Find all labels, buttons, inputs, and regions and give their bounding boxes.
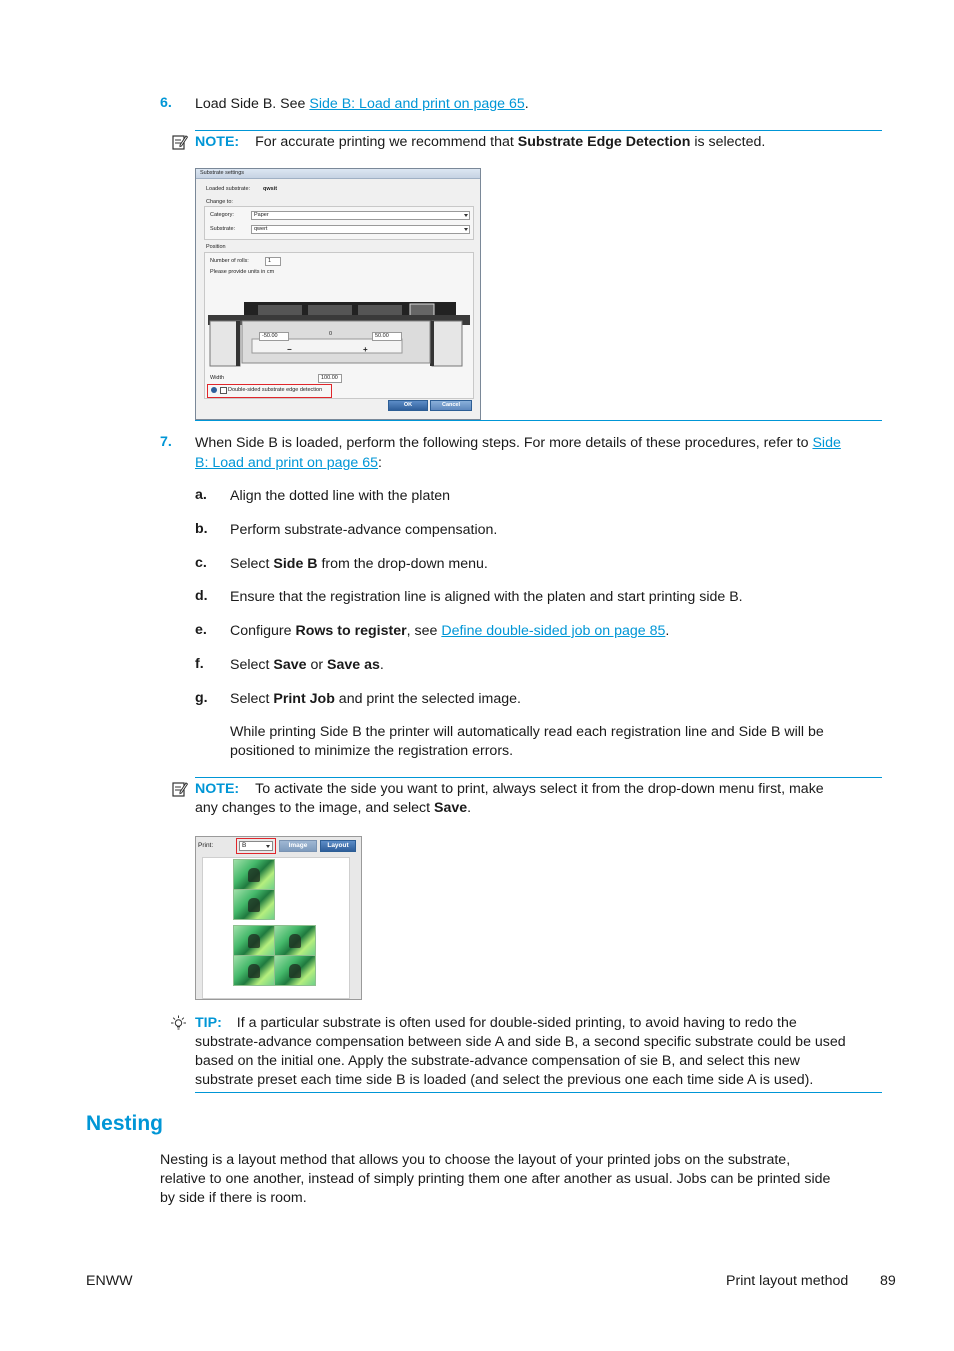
substep-g-post: and print the selected image.: [334, 691, 521, 707]
units-text: Please provide units in cm: [210, 269, 275, 275]
note-1-top-rule: [195, 130, 882, 131]
substep-b-text: Perform substrate-advance compensation.: [230, 522, 498, 538]
tip-line-2: substrate-advance compensation between side A and side B, a second specific substrate could be used: [195, 1034, 846, 1050]
note-1-label: NOTE:: [195, 134, 240, 150]
step-6-number: 6.: [160, 95, 172, 111]
substep-g-bold: Print Job: [273, 691, 335, 707]
substep-g-pre: Select: [230, 691, 274, 707]
change-to-label: Change to:: [206, 199, 233, 205]
width-input[interactable]: [318, 374, 342, 383]
note-2-label: NOTE:: [195, 781, 240, 797]
step-6-label: Load Side B. See: [195, 96, 310, 112]
substep-a-letter: a.: [195, 487, 207, 503]
chevron-down-icon: [464, 228, 468, 231]
note-1-pre: For accurate printing we recommend that: [255, 134, 518, 150]
tip-text-1: If a particular substrate is often used for double-sided printing, to avoid having to redo the: [236, 1015, 797, 1031]
plus-button[interactable]: +: [363, 345, 368, 354]
substep-d-text: Ensure that the registration line is aligned with the platen and start printing side B.: [230, 589, 743, 605]
info-icon: [211, 387, 217, 393]
step-6-punct: .: [524, 96, 529, 112]
substrate-label: Substrate:: [210, 226, 236, 232]
note-1-post: is selected.: [690, 134, 766, 150]
substep-f-bold-save: Save: [273, 657, 307, 673]
side-link-part-1[interactable]: Side: [812, 435, 841, 451]
width-value: 100.00: [321, 375, 338, 381]
side-link-part-2[interactable]: B: Load and print on page 65: [195, 455, 379, 471]
left-position-value: -50.00: [262, 333, 278, 339]
loaded-substrate-label: Loaded substrate:: [206, 186, 251, 192]
substep-c-letter: c.: [195, 555, 207, 571]
lightbulb-icon: [170, 1015, 187, 1032]
layout-button[interactable]: Layout: [320, 840, 356, 852]
substep-f-pre: Select: [230, 657, 274, 673]
job-thumbnail[interactable]: [233, 925, 275, 956]
job-thumbnail[interactable]: [233, 889, 275, 920]
substep-e-letter: e.: [195, 622, 207, 638]
substep-b-letter: b.: [195, 521, 208, 537]
substep-g-para-line-2: positioned to minimize the registration errors.: [230, 743, 514, 759]
substep-f-bold-save-as: Save as: [327, 657, 380, 673]
rolls-value: 1: [268, 258, 272, 264]
center-position-value: 0: [329, 331, 333, 337]
tip-line-4: substrate preset each time side B is loaded (and select the previous one each time side A is used).: [195, 1072, 814, 1088]
rolls-label: Number of rolls:: [210, 258, 249, 264]
step-7-text: When Side B is loaded, perform the following steps. For more details of these procedures, refer to: [195, 435, 813, 451]
side-select-value: B: [242, 842, 247, 849]
note-2-text-1: To activate the side you want to print, always select it from the drop-down menu first, make: [255, 781, 824, 797]
step-7-line-1: [195, 434, 841, 453]
substep-f-post: .: [379, 657, 384, 673]
ok-button[interactable]: OK: [388, 400, 428, 411]
note-1-text: [195, 133, 765, 152]
substrate-settings-dialog: [195, 168, 481, 420]
substep-f-letter: f.: [195, 656, 204, 672]
substrate-value: qwert: [254, 226, 268, 232]
edge-detection-checkbox[interactable]: [220, 387, 227, 394]
minus-button[interactable]: −: [287, 345, 292, 354]
tip-label: TIP:: [195, 1015, 222, 1031]
footer-section: Print layout method: [726, 1273, 849, 1289]
printer-illustration: [208, 299, 470, 369]
section-heading: Nesting: [86, 1112, 164, 1135]
substep-e-mid: , see: [406, 623, 442, 639]
tip-line-1: [195, 1014, 797, 1033]
note-2-post: .: [467, 800, 472, 816]
category-label: Category:: [210, 212, 234, 218]
tip-line-3: based on the initial one. Apply the substrate-advance compensation of sie B, and select this new: [195, 1053, 800, 1069]
step-7-number: 7.: [160, 434, 172, 450]
print-panel-screenshot: [195, 836, 362, 1000]
right-position-value: 50.00: [375, 333, 389, 339]
substep-e-text: [230, 622, 669, 641]
note-2-bold: Save: [433, 800, 468, 816]
category-value: Paper: [254, 212, 269, 218]
edge-detection-label: Double-sided substrate edge detection: [228, 387, 323, 393]
note-1-bold: Substrate Edge Detection: [517, 134, 691, 150]
substep-a-text: Align the dotted line with the platen: [230, 488, 451, 504]
category-select[interactable]: [251, 211, 470, 220]
define-double-sided-link[interactable]: Define double-sided job on page 85: [441, 623, 666, 639]
tip-bottom-rule: [195, 1092, 882, 1093]
cancel-button[interactable]: Cancel: [430, 400, 472, 411]
note-2-line-1: [195, 780, 824, 799]
width-label: Width: [210, 375, 225, 381]
note-2-pre: any changes to the image, and select: [195, 800, 434, 816]
substep-c-pre: Select: [230, 556, 274, 572]
substep-g-letter: g.: [195, 690, 208, 706]
page-number: 89: [880, 1273, 896, 1289]
side-b-load-link[interactable]: Side B: Load and print on page 65: [309, 96, 525, 112]
dialog-title: Substrate settings: [200, 170, 245, 176]
dialog-titlebar: [196, 169, 480, 179]
substep-f-mid: or: [306, 657, 328, 673]
job-thumbnail[interactable]: [274, 925, 316, 956]
loaded-substrate-value: qwsit: [263, 186, 278, 192]
substep-c-text: [230, 555, 488, 574]
substep-e-pre: Configure: [230, 623, 296, 639]
rolls-input[interactable]: [265, 257, 281, 266]
note-2-top-rule: [195, 777, 882, 778]
job-thumbnail[interactable]: [274, 955, 316, 986]
substep-d-letter: d.: [195, 588, 208, 604]
step-7-line-2: [195, 454, 382, 473]
substep-e-post: .: [665, 623, 670, 639]
print-label: Print:: [198, 842, 214, 849]
chevron-down-icon: [266, 845, 270, 848]
footer-left: ENWW: [86, 1273, 133, 1289]
position-label: Position: [206, 244, 226, 250]
chevron-down-icon: [464, 214, 468, 217]
substep-c-bold: Side B: [273, 556, 318, 572]
note-1-bottom-rule: [195, 420, 882, 421]
left-position-input[interactable]: [259, 332, 289, 341]
substrate-select[interactable]: [251, 225, 470, 234]
nesting-line-3: by side if there is room.: [160, 1190, 307, 1206]
nesting-line-1: Nesting is a layout method that allows you to choose the layout of your printed jobs on the substrate,: [160, 1152, 791, 1168]
note-icon: [172, 134, 188, 150]
note-icon: [172, 781, 188, 797]
substep-e-bold: Rows to register: [295, 623, 407, 639]
step-7-punct: :: [378, 455, 382, 471]
image-button[interactable]: Image: [279, 840, 317, 852]
substep-g-para-line-1: While printing Side B the printer will automatically read each registration line and Side B will be: [230, 724, 824, 740]
substep-g-text: [230, 690, 521, 709]
right-position-input[interactable]: [372, 332, 402, 341]
side-select[interactable]: [239, 841, 273, 851]
substep-c-post: from the drop-down menu.: [317, 556, 488, 572]
substep-f-text: [230, 656, 384, 675]
job-thumbnail[interactable]: [233, 955, 275, 986]
step-6-text: [195, 95, 529, 114]
job-thumbnail[interactable]: [233, 859, 275, 890]
nesting-line-2: relative to one another, instead of simply printing them one after another as usual. Jobs can be printed side: [160, 1171, 831, 1187]
note-2-line-2: [195, 799, 471, 818]
